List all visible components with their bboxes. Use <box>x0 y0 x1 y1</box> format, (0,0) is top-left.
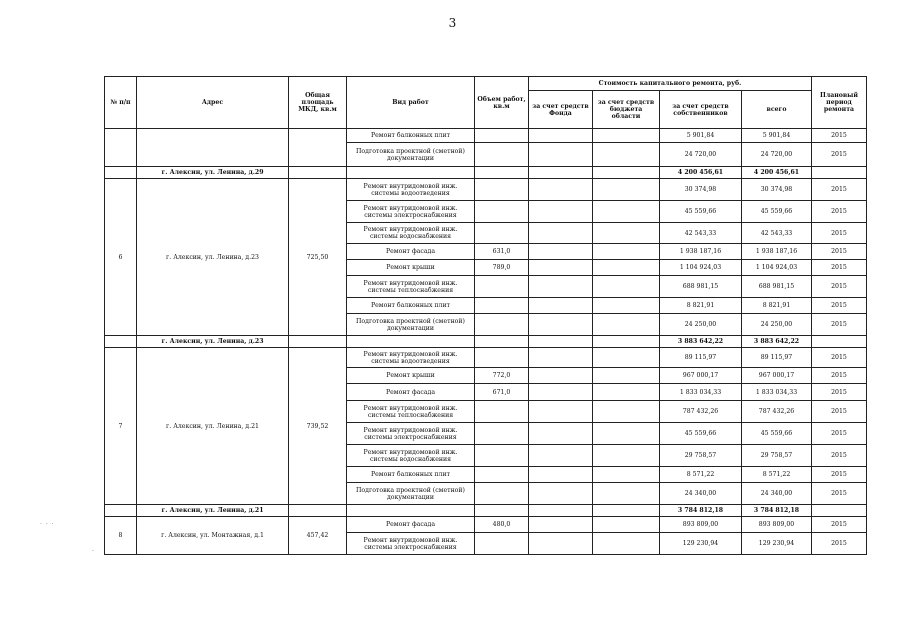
total-cell: 24 340,00 <box>742 483 812 505</box>
num-cell: 6 <box>105 179 137 336</box>
work-type-cell: Ремонт балконных плит <box>347 467 475 483</box>
subtotal-volume <box>475 167 529 179</box>
fund-cell <box>529 445 593 467</box>
work-type-cell: Ремонт внутридомовой инж. системы водоотведения <box>347 348 475 368</box>
header-area: Общая площадь МКД, кв.м <box>289 77 347 129</box>
volume-cell: 480,0 <box>475 517 529 533</box>
work-type-cell: Ремонт внутридомовой инж. системы электроснабжения <box>347 533 475 555</box>
volume-cell: 671,0 <box>475 384 529 401</box>
fund-cell <box>529 143 593 167</box>
region-cell <box>593 260 660 276</box>
area-cell: 725,50 <box>289 179 347 336</box>
work-type-cell: Ремонт фасада <box>347 517 475 533</box>
work-type-cell: Ремонт фасада <box>347 244 475 260</box>
total-cell: 129 230,94 <box>742 533 812 555</box>
fund-cell <box>529 298 593 314</box>
fund-cell <box>529 483 593 505</box>
period-cell: 2015 <box>812 467 867 483</box>
owners-cell: 1 833 034,33 <box>660 384 742 401</box>
volume-cell <box>475 129 529 143</box>
fund-cell <box>529 201 593 223</box>
work-type-cell: Ремонт внутридомовой инж. системы водоснабжения <box>347 445 475 467</box>
subtotal-owners: 3 883 642,22 <box>660 336 742 348</box>
owners-cell: 787 432,26 <box>660 401 742 423</box>
work-type-cell: Ремонт крыши <box>347 260 475 276</box>
volume-cell <box>475 483 529 505</box>
fund-cell <box>529 384 593 401</box>
fund-cell <box>529 223 593 244</box>
period-cell: 2015 <box>812 276 867 298</box>
volume-cell <box>475 314 529 336</box>
total-cell: 30 374,98 <box>742 179 812 201</box>
period-cell: 2015 <box>812 368 867 384</box>
work-type-cell: Ремонт балконных плит <box>347 298 475 314</box>
work-type-cell: Ремонт внутридомовой инж. системы теплоснабжения <box>347 276 475 298</box>
subtotal-work <box>347 167 475 179</box>
header-owners: за счет средств собственников <box>660 91 742 129</box>
num-cell: 8 <box>105 517 137 555</box>
owners-cell: 24 250,00 <box>660 314 742 336</box>
subtotal-fund <box>529 167 593 179</box>
region-cell <box>593 401 660 423</box>
scan-noise: · · · <box>40 521 55 528</box>
period-cell: 2015 <box>812 314 867 336</box>
work-type-cell: Ремонт внутридомовой инж. системы водоснабжения <box>347 223 475 244</box>
fund-cell <box>529 260 593 276</box>
header-volume: Объем работ, кв.м <box>475 77 529 129</box>
fund-cell <box>529 348 593 368</box>
region-cell <box>593 384 660 401</box>
period-cell: 2015 <box>812 298 867 314</box>
total-cell: 89 115,97 <box>742 348 812 368</box>
region-cell <box>593 276 660 298</box>
period-cell: 2015 <box>812 384 867 401</box>
header-cost-group: Стоимость капитального ремонта, руб. <box>529 77 812 91</box>
subtotal-volume <box>475 505 529 517</box>
total-cell: 1 833 034,33 <box>742 384 812 401</box>
region-cell <box>593 483 660 505</box>
owners-cell: 967 000,17 <box>660 368 742 384</box>
address-cell: г. Алексин, ул. Монтажная, д.1 <box>137 517 289 555</box>
volume-cell <box>475 348 529 368</box>
period-cell: 2015 <box>812 517 867 533</box>
subtotal-label: г. Алексин, ул. Ленина, д.23 <box>137 336 289 348</box>
owners-cell: 8 821,91 <box>660 298 742 314</box>
fund-cell <box>529 129 593 143</box>
work-type-cell: Подготовка проектной (сметной) документации <box>347 314 475 336</box>
region-cell <box>593 368 660 384</box>
period-cell: 2015 <box>812 423 867 445</box>
work-type-cell: Ремонт балконных плит <box>347 129 475 143</box>
owners-cell: 8 571,22 <box>660 467 742 483</box>
fund-cell <box>529 276 593 298</box>
period-cell: 2015 <box>812 201 867 223</box>
area-cell <box>289 129 347 167</box>
fund-cell <box>529 244 593 260</box>
address-cell: г. Алексин, ул. Ленина, д.23 <box>137 179 289 336</box>
header-fund: за счет средств Фонда <box>529 91 593 129</box>
fund-cell <box>529 179 593 201</box>
period-cell: 2015 <box>812 143 867 167</box>
period-cell: 2015 <box>812 348 867 368</box>
owners-cell: 893 809,00 <box>660 517 742 533</box>
owners-cell: 42 543,33 <box>660 223 742 244</box>
page-number: 3 <box>448 16 457 30</box>
owners-cell: 129 230,94 <box>660 533 742 555</box>
volume-cell <box>475 445 529 467</box>
owners-cell: 5 901,84 <box>660 129 742 143</box>
period-cell: 2015 <box>812 401 867 423</box>
region-cell <box>593 179 660 201</box>
region-cell <box>593 517 660 533</box>
region-cell <box>593 423 660 445</box>
work-type-cell: Ремонт крыши <box>347 368 475 384</box>
subtotal-period <box>812 336 867 348</box>
header-period: Плановый период ремонта <box>812 77 867 129</box>
fund-cell <box>529 423 593 445</box>
region-cell <box>593 244 660 260</box>
subtotal-label: г. Алексин, ул. Ленина, д.21 <box>137 505 289 517</box>
table-row <box>105 129 867 143</box>
period-cell: 2015 <box>812 483 867 505</box>
subtotal-owners: 4 200 456,61 <box>660 167 742 179</box>
table-row <box>105 179 867 201</box>
total-cell: 45 559,66 <box>742 201 812 223</box>
fund-cell <box>529 314 593 336</box>
total-cell: 787 432,26 <box>742 401 812 423</box>
total-cell: 24 250,00 <box>742 314 812 336</box>
subtotal-row <box>105 167 867 179</box>
total-cell: 8 821,91 <box>742 298 812 314</box>
owners-cell: 1 104 924,03 <box>660 260 742 276</box>
owners-cell: 89 115,97 <box>660 348 742 368</box>
subtotal-work <box>347 505 475 517</box>
region-cell <box>593 348 660 368</box>
owners-cell: 30 374,98 <box>660 179 742 201</box>
address-cell: г. Алексин, ул. Ленина, д.21 <box>137 348 289 505</box>
subtotal-area <box>289 336 347 348</box>
total-cell: 45 559,66 <box>742 423 812 445</box>
total-cell: 967 000,17 <box>742 368 812 384</box>
volume-cell <box>475 423 529 445</box>
work-type-cell: Ремонт внутридомовой инж. системы электроснабжения <box>347 423 475 445</box>
subtotal-region <box>593 167 660 179</box>
subtotal-row <box>105 505 867 517</box>
fund-cell <box>529 533 593 555</box>
volume-cell <box>475 276 529 298</box>
scan-noise: · <box>92 548 95 555</box>
subtotal-num <box>105 167 137 179</box>
volume-cell <box>475 223 529 244</box>
period-cell: 2015 <box>812 223 867 244</box>
fund-cell <box>529 467 593 483</box>
num-cell: 7 <box>105 348 137 505</box>
subtotal-num <box>105 336 137 348</box>
total-cell: 893 809,00 <box>742 517 812 533</box>
volume-cell <box>475 143 529 167</box>
subtotal-total: 3 784 812,18 <box>742 505 812 517</box>
period-cell: 2015 <box>812 129 867 143</box>
total-cell: 1 104 924,03 <box>742 260 812 276</box>
owners-cell: 45 559,66 <box>660 201 742 223</box>
volume-cell <box>475 201 529 223</box>
total-cell: 24 720,00 <box>742 143 812 167</box>
owners-cell: 45 559,66 <box>660 423 742 445</box>
header-region: за счет средств бюджета области <box>593 91 660 129</box>
fund-cell <box>529 401 593 423</box>
volume-cell: 631,0 <box>475 244 529 260</box>
subtotal-area <box>289 167 347 179</box>
table-row <box>105 348 867 368</box>
subtotal-region <box>593 505 660 517</box>
subtotal-region <box>593 336 660 348</box>
work-type-cell: Подготовка проектной (сметной) документации <box>347 143 475 167</box>
subtotal-num <box>105 505 137 517</box>
table-row <box>105 517 867 533</box>
fund-cell <box>529 517 593 533</box>
subtotal-label: г. Алексин, ул. Ленина, д.29 <box>137 167 289 179</box>
owners-cell: 1 938 187,16 <box>660 244 742 260</box>
work-type-cell: Ремонт внутридомовой инж. системы водоотведения <box>347 179 475 201</box>
work-type-cell: Подготовка проектной (сметной) документации <box>347 483 475 505</box>
region-cell <box>593 201 660 223</box>
subtotal-period <box>812 505 867 517</box>
subtotal-fund <box>529 505 593 517</box>
total-cell: 29 758,57 <box>742 445 812 467</box>
volume-cell <box>475 533 529 555</box>
subtotal-total: 3 883 642,22 <box>742 336 812 348</box>
work-type-cell: Ремонт внутридомовой инж. системы теплоснабжения <box>347 401 475 423</box>
header-num: № п/п <box>105 77 137 129</box>
volume-cell <box>475 401 529 423</box>
subtotal-row <box>105 336 867 348</box>
owners-cell: 24 340,00 <box>660 483 742 505</box>
subtotal-work <box>347 336 475 348</box>
capital-repair-table <box>104 76 867 555</box>
period-cell: 2015 <box>812 445 867 467</box>
region-cell <box>593 298 660 314</box>
region-cell <box>593 467 660 483</box>
owners-cell: 688 981,15 <box>660 276 742 298</box>
subtotal-area <box>289 505 347 517</box>
volume-cell <box>475 298 529 314</box>
region-cell <box>593 223 660 244</box>
volume-cell <box>475 179 529 201</box>
address-cell <box>137 129 289 167</box>
region-cell <box>593 445 660 467</box>
region-cell <box>593 143 660 167</box>
period-cell: 2015 <box>812 179 867 201</box>
total-cell: 688 981,15 <box>742 276 812 298</box>
area-cell: 739,52 <box>289 348 347 505</box>
header-address: Адрес <box>137 77 289 129</box>
subtotal-period <box>812 167 867 179</box>
volume-cell: 789,0 <box>475 260 529 276</box>
work-type-cell: Ремонт внутридомовой инж. системы электроснабжения <box>347 201 475 223</box>
subtotal-total: 4 200 456,61 <box>742 167 812 179</box>
owners-cell: 29 758,57 <box>660 445 742 467</box>
total-cell: 1 938 187,16 <box>742 244 812 260</box>
total-cell: 42 543,33 <box>742 223 812 244</box>
work-type-cell: Ремонт фасада <box>347 384 475 401</box>
header-work-type: Вид работ <box>347 77 475 129</box>
volume-cell <box>475 467 529 483</box>
area-cell: 457,42 <box>289 517 347 555</box>
owners-cell: 24 720,00 <box>660 143 742 167</box>
header-total: всего <box>742 91 812 129</box>
subtotal-volume <box>475 336 529 348</box>
region-cell <box>593 314 660 336</box>
region-cell <box>593 129 660 143</box>
num-cell <box>105 129 137 167</box>
period-cell: 2015 <box>812 260 867 276</box>
period-cell: 2015 <box>812 533 867 555</box>
fund-cell <box>529 368 593 384</box>
period-cell: 2015 <box>812 244 867 260</box>
subtotal-owners: 3 784 812,18 <box>660 505 742 517</box>
total-cell: 5 901,84 <box>742 129 812 143</box>
subtotal-fund <box>529 336 593 348</box>
volume-cell: 772,0 <box>475 368 529 384</box>
total-cell: 8 571,22 <box>742 467 812 483</box>
region-cell <box>593 533 660 555</box>
